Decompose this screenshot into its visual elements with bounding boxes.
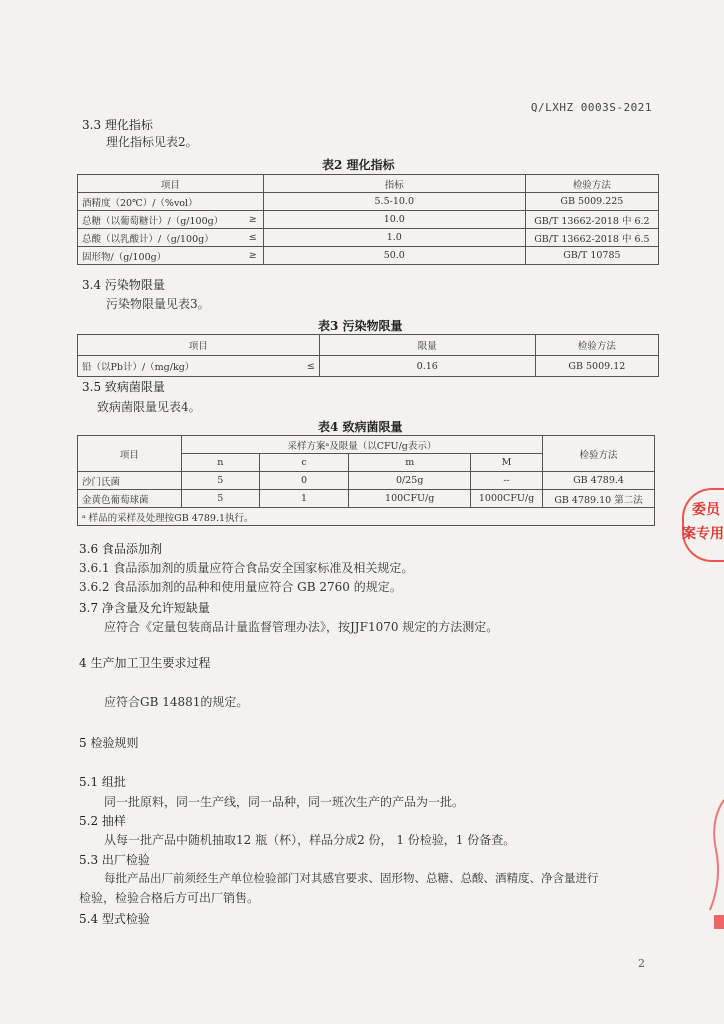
table4-cell-n: 5 — [181, 490, 259, 508]
table4-cell-item: 金黄色葡萄球菌 — [78, 490, 182, 508]
red-seal-stamp — [682, 488, 724, 558]
table-row — [78, 472, 655, 490]
table2-cell-item: 酒精度（20℃）/（%vol） — [78, 193, 243, 211]
table-row — [78, 356, 659, 377]
section-3-7-title: 3.7 净含量及允许短缺量 — [79, 601, 210, 615]
table4-cell-method: GB 4789.4 — [543, 472, 655, 490]
table2-cell-item: 总酸（以乳酸计）/（g/100g） — [78, 229, 243, 247]
table-row — [78, 247, 659, 265]
table3-header-method: 检验方法 — [535, 335, 658, 356]
table-row — [78, 211, 659, 229]
table4-sub-M: M — [471, 454, 543, 472]
table4-cell-m: 100CFU/g — [349, 490, 471, 508]
table3-header-limit: 限量 — [319, 335, 535, 356]
table2-cell-method: GB 5009.225 — [525, 193, 658, 211]
table3 — [77, 334, 659, 377]
table2-cell-value: 5.5-10.0 — [263, 193, 525, 211]
page-number: 2 — [638, 957, 645, 970]
section-4-text: 应符合GB 14881的规定。 — [104, 695, 249, 709]
table4-sub-c: c — [259, 454, 349, 472]
section-3-3-title: 3.3 理化指标 — [82, 118, 153, 132]
table2-cell-method: GB/T 13662-2018 中 6.2 — [525, 211, 658, 229]
table2-cell-method: GB/T 10785 — [525, 247, 658, 265]
table2-cell-value: 50.0 — [263, 247, 525, 265]
section-3-6-1: 3.6.1 食品添加剂的质量应符合食品安全国家标准及相关规定。 — [79, 561, 414, 575]
table4-header-plan: 采样方案ᵃ及限量（以CFU/g表示） — [181, 436, 542, 454]
table2-cell-value: 1.0 — [263, 229, 525, 247]
section-3-7-text: 应符合《定量包装商品计量监督管理办法》，按JJF1070 规定的方法测定。 — [104, 620, 499, 634]
edge-stamp-mark — [706, 780, 724, 940]
table4 — [77, 435, 655, 526]
section-3-4-title: 3.4 污染物限量 — [82, 278, 165, 292]
table2-header-item: 项目 — [78, 175, 264, 193]
table4-cell-method: GB 4789.10 第二法 — [543, 490, 655, 508]
table3-cell-item: 铅（以Pb计）/（mg/kg） — [78, 356, 239, 377]
table2-cell-method: GB/T 13662-2018 中 6.5 — [525, 229, 658, 247]
section-5-3-text-2: 检验，检验合格后方可出厂销售。 — [79, 891, 260, 905]
table2 — [77, 174, 659, 265]
table4-cell-M: 1000CFU/g — [471, 490, 543, 508]
section-3-6-2: 3.6.2 食品添加剂的品种和使用量应符合 GB 2760 的规定。 — [79, 580, 402, 594]
section-5-1-title: 5.1 组批 — [79, 775, 126, 789]
table4-cell-item: 沙门氏菌 — [78, 472, 182, 490]
section-3-3-text: 理化指标见表2。 — [106, 135, 198, 149]
table2-cell-item: 固形物/（g/100g） — [78, 247, 243, 265]
seal-text-1: 委员 — [692, 502, 720, 518]
table4-cell-c: 1 — [259, 490, 349, 508]
table3-cell-op: ≤ — [239, 356, 320, 377]
section-5-2-text: 从每一批产品中随机抽取12 瓶（杯），样品分成2 份， 1 份检验，1 份备查。 — [104, 833, 516, 847]
table4-sub-m: m — [349, 454, 471, 472]
table4-cell-n: 5 — [181, 472, 259, 490]
table2-cell-op: ≥ — [243, 211, 264, 229]
table-row — [78, 193, 659, 211]
table2-cell-op: ≥ — [243, 247, 264, 265]
table4-header-method: 检验方法 — [543, 436, 655, 472]
table4-cell-m: 0/25g — [349, 472, 471, 490]
table2-header-method: 检验方法 — [525, 175, 658, 193]
table2-cell-op: ≤ — [243, 229, 264, 247]
table3-header-item: 项目 — [78, 335, 320, 356]
table2-caption: 表2 理化指标 — [322, 158, 395, 172]
section-5-3-text-1: 每批产品出厂前须经生产单位检验部门对其感官要求、固形物、总糖、总酸、酒精度、净含量进行 — [104, 871, 599, 885]
table2-cell-item: 总糖（以葡萄糖计）/（g/100g） — [78, 211, 243, 229]
table-row — [78, 490, 655, 508]
table4-sub-n: n — [181, 454, 259, 472]
section-4-title: 4 生产加工卫生要求过程 — [79, 656, 211, 670]
table4-cell-c: 0 — [259, 472, 349, 490]
table3-cell-method: GB 5009.12 — [535, 356, 658, 377]
section-5-1-text: 同一批原料，同一生产线，同一品种，同一班次生产的产品为一批。 — [104, 795, 465, 809]
table-row — [78, 229, 659, 247]
section-3-4-text: 污染物限量见表3。 — [106, 297, 210, 311]
table4-cell-M: -- — [471, 472, 543, 490]
table4-note: ᵃ 样品的采样及处理按GB 4789.1执行。 — [78, 508, 655, 526]
section-5-title: 5 检验规则 — [79, 736, 139, 750]
table4-caption: 表4 致病菌限量 — [318, 420, 403, 434]
table2-cell-op — [243, 193, 264, 211]
section-3-6-title: 3.6 食品添加剂 — [79, 542, 162, 556]
section-5-4-title: 5.4 型式检验 — [79, 912, 150, 926]
table2-header-index: 指标 — [263, 175, 525, 193]
table3-caption: 表3 污染物限量 — [318, 319, 403, 333]
section-3-5-text: 致病菌限量见表4。 — [97, 400, 201, 414]
seal-text-2: 案专用 — [682, 526, 724, 542]
section-5-2-title: 5.2 抽样 — [79, 814, 126, 828]
section-5-3-title: 5.3 出厂检验 — [79, 853, 150, 867]
table2-cell-value: 10.0 — [263, 211, 525, 229]
standard-code: Q/LXHZ 0003S-2021 — [530, 101, 652, 114]
table3-cell-value: 0.16 — [319, 356, 535, 377]
table4-header-item: 项目 — [78, 436, 182, 472]
section-3-5-title: 3.5 致病菌限量 — [82, 380, 165, 394]
